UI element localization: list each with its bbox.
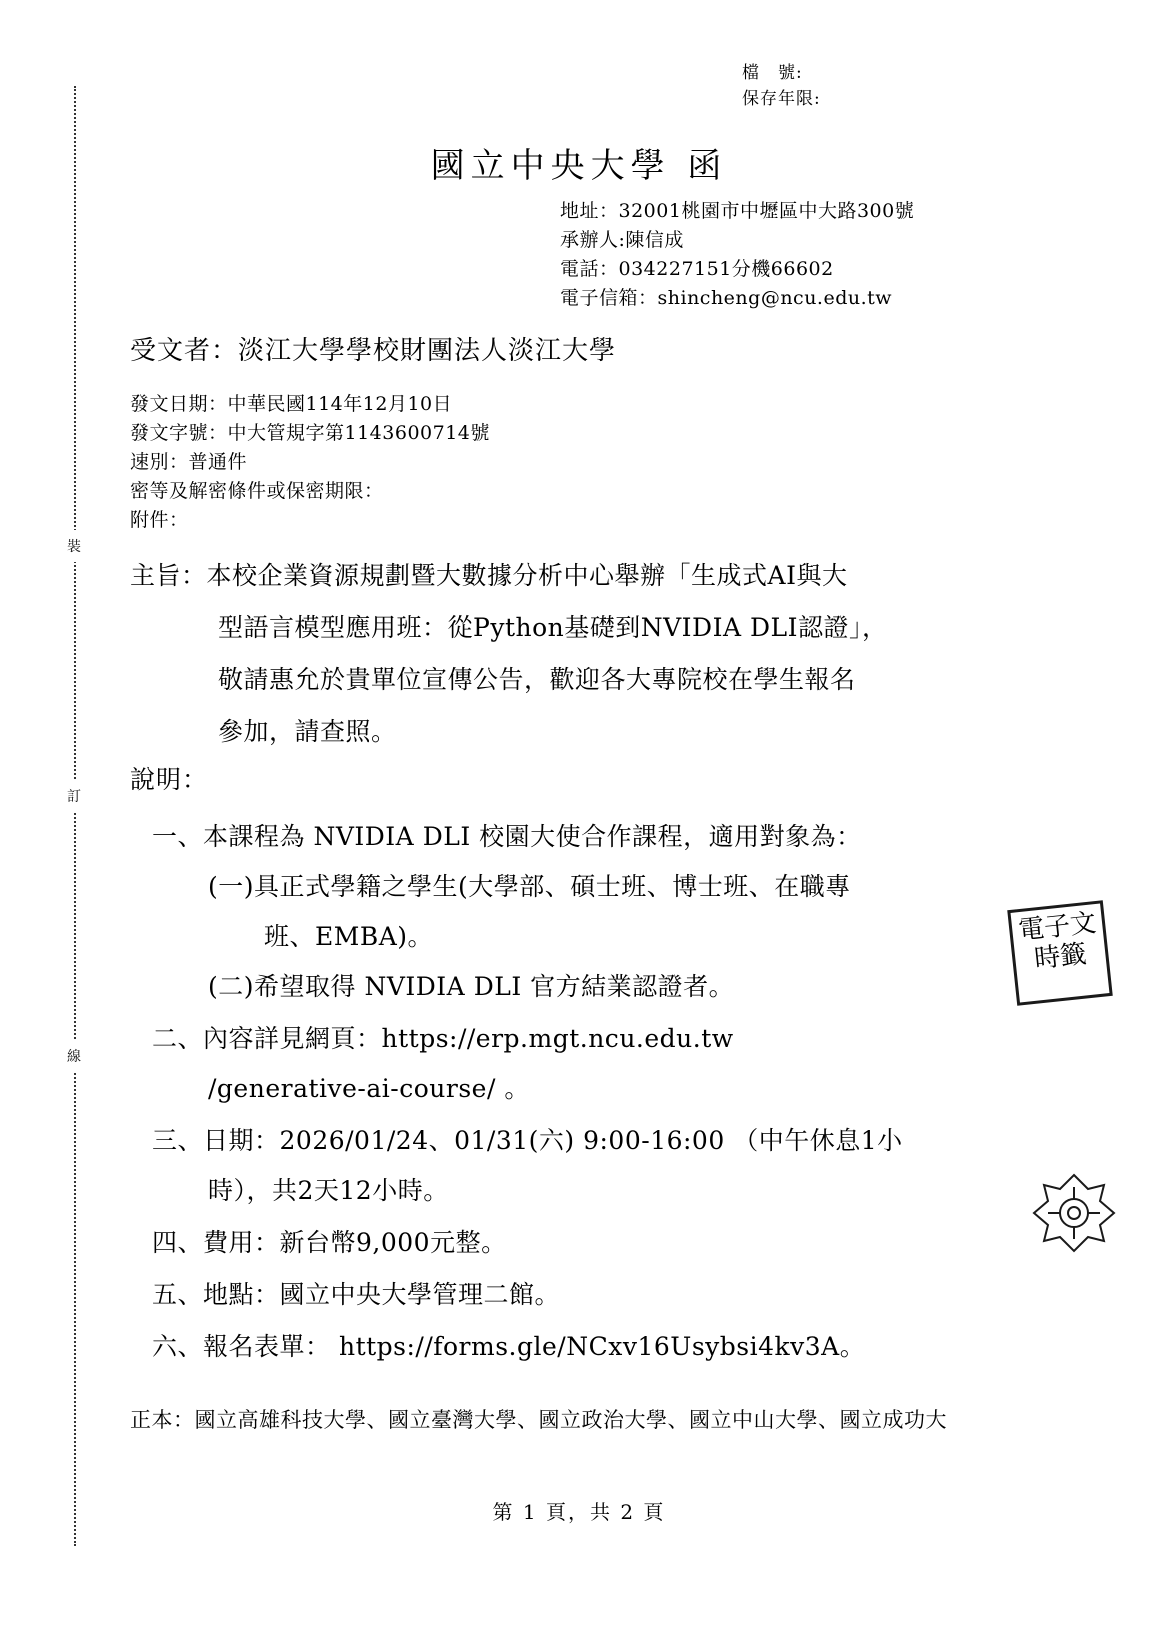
list-item — [152, 1218, 1032, 1268]
binding-rail — [74, 86, 78, 1546]
item-3-text: 日期：2026/01/24、01/31(六) 9:00-16:00 （中午休息1小 — [203, 1126, 903, 1155]
electronic-seal-stamp-icon — [1007, 900, 1113, 1006]
description-heading: 說明： — [130, 765, 209, 794]
contact-phone: 電話：034227151分機66602 — [560, 258, 834, 280]
list-item — [152, 1270, 1032, 1320]
item-1-text: 本課程為 NVIDIA DLI 校園大使合作課程，適用對象為： — [203, 822, 862, 851]
rail-label-top: 裝 — [64, 530, 86, 562]
list-item — [152, 812, 1032, 1012]
meta-attachment: 附件： — [130, 509, 189, 531]
list-item — [152, 862, 1032, 962]
list-item — [152, 1014, 1032, 1114]
rail-label-bottom: 線 — [64, 1040, 86, 1072]
retention-label: 保存年限: — [742, 89, 821, 109]
rail-label-mid: 訂 — [64, 780, 86, 812]
item-1-sub-2-num: (二) — [208, 972, 255, 1001]
item-6-text: 報名表單： https://forms.gle/NCxv16Usybsi4kv3A。 — [203, 1332, 866, 1361]
item-2-num: 二、 — [152, 1024, 204, 1053]
meta-issue-date: 發文日期：中華民國114年12月10日 — [130, 393, 453, 415]
contact-email: 電子信箱：shincheng@ncu.edu.tw — [560, 287, 893, 309]
subject-label: 主旨： — [130, 561, 207, 590]
meta-speed: 速別：普通件 — [130, 451, 248, 473]
item-4-num: 四、 — [152, 1228, 204, 1257]
file-no-label: 檔 號: — [742, 63, 803, 83]
item-6-num: 六、 — [152, 1332, 204, 1361]
subject-line-2: 型語言模型應用班：從Python基礎到NVIDIA DLI認證」， — [218, 613, 888, 642]
item-3-num: 三、 — [152, 1126, 204, 1155]
item-1-sub-2-text: 希望取得 NVIDIA DLI 官方結業認證者。 — [254, 972, 735, 1001]
item-1-num: 一、 — [152, 822, 204, 851]
list-item — [152, 962, 1032, 1012]
contact-address: 地址：32001桃園市中壢區中大路300號 — [560, 200, 915, 222]
file-header-block — [742, 60, 821, 112]
page-title: 國立中央大學 函 — [430, 146, 728, 186]
item-5-num: 五、 — [152, 1280, 204, 1309]
item-2-cont: /generative-ai-course/ 。 — [208, 1074, 530, 1103]
item-1-sub-1-num: (一) — [208, 872, 255, 901]
subject-line-3: 敬請惠允於貴單位宣傳公告，歡迎各大專院校在學生報名 — [218, 665, 856, 694]
item-5-text: 地點：國立中央大學管理二館。 — [203, 1280, 561, 1309]
item-1-sub-1-cont: 班、EMBA)。 — [264, 922, 434, 951]
subject-line-1: 本校企業資源規劃暨大數據分析中心舉辦「生成式AI與大 — [206, 561, 848, 590]
item-4-text: 費用：新台幣9,000元整。 — [203, 1228, 507, 1257]
item-3-cont: 時），共2天12小時。 — [208, 1176, 449, 1205]
list-item — [152, 1116, 1032, 1216]
item-2-text: 內容詳見網頁：https://erp.mgt.ncu.edu.tw — [203, 1024, 734, 1053]
electronic-seal-text: 電子文時籤 — [1016, 908, 1098, 975]
meta-block — [130, 390, 490, 535]
recipient-line: 受文者：淡江大學學校財團法人淡江大學 — [130, 336, 617, 366]
page-footer: 第 1 頁，共 2 頁 — [492, 1500, 666, 1524]
cc-line: 正本：國立高雄科技大學、國立臺灣大學、國立政治大學、國立中山大學、國立成功大 — [130, 1408, 947, 1432]
round-seal-stamp-icon — [1026, 1165, 1122, 1261]
subject-line-4: 參加，請查照。 — [218, 717, 397, 746]
contact-block — [560, 197, 914, 313]
item-1-sub-1-text: 具正式學籍之學生(大學部、碩士班、博士班、在職專 — [254, 872, 851, 901]
meta-classification: 密等及解密條件或保密期限： — [130, 480, 384, 502]
subject-block — [130, 550, 990, 758]
list-item — [152, 1322, 1032, 1372]
meta-doc-no: 發文字號：中大管規字第1143600714號 — [130, 422, 490, 444]
description-items — [152, 812, 1032, 1374]
contact-officer: 承辦人:陳信成 — [560, 229, 684, 251]
